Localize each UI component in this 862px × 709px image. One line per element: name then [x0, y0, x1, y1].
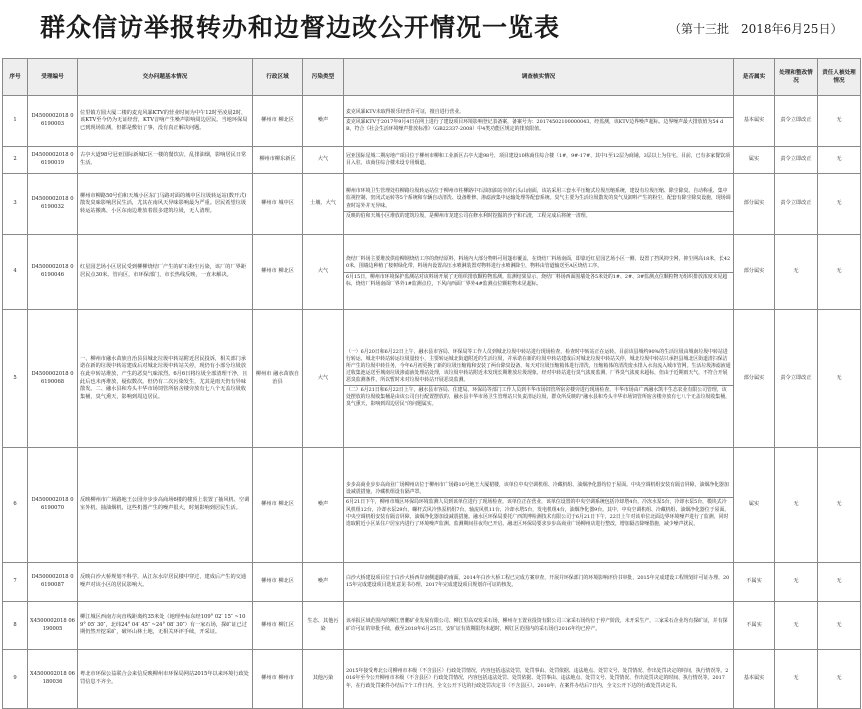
cell-type: 噪声 [303, 448, 344, 563]
cell-investigation [344, 174, 734, 235]
cell-issue: 红星园艺场小区居民受到柳柳烧结厂产生的矿石粉尘污染，该厂的厂界距居民点30米。管向区，市环保部门，市长热线反映，一直未解决。 [78, 235, 253, 310]
cell-no: 4 [3, 235, 28, 310]
table-row [3, 563, 861, 602]
cell-region: 柳州市 融水苗族自治县 [253, 310, 303, 448]
batch-date: （第十三批 2018年6月25日） [669, 22, 843, 36]
col-header-handling: 处理和整改情况 [775, 59, 818, 96]
investigation-text: 6月15日，柳州市环境保护监测站对该料场开展了无组织排放颗粒物监测。监测结果显示，烧结厂料场西面围墙处各5米处的1#、2#、3#监测点位颗粒物无组织排放浓度未见超标，烧结厂料场南面厂界外1#监测点位，下风向西面厂界外4#监测点位颗粒物未见超标。 [344, 272, 733, 289]
cell-type: 大气 [303, 235, 344, 310]
cell-verified: 基本属实 [734, 96, 775, 147]
investigation-text: 柳州市环境卫生管理处柱柳路垃圾转运站位于柳州市柱柳路中石油加油站旁的石头山南面，该站采用三套水平压缩式垃圾压缩系统，建设有垃圾压缩、除尘除臭、自动称重、集中监视控制、密闭式运转等5个系统和车辆自动清洗、设备维修、渗滤液集中运输处理等配套系统。臭气主要为生活垃圾散发的臭气及卸料产生的粉尘，配套有除尘除臭设施，现场调查时站外并无异味。 [346, 188, 731, 209]
cell-issue: 粤北市环保公益联合会来信反映柳州市环保局网站2015年以来环境行政处罚信息不齐全。 [78, 650, 253, 709]
cell-accountability: 无 [818, 448, 861, 563]
cell-id: D4500002018 06190032 [28, 174, 78, 235]
cell-handling: 无 [775, 602, 818, 650]
investigation-text: 白沙大桥建设项目位于白沙大桥西岸南侧道路的南面。2014年白沙大桥工程已完成方案审查，开展并环保部门的环境影响评价书审批，2015年完成建设工程规划许可证办理，2015年完成建设项目选址意见书办理，2017年完成建设项目规划许可证的核发。 [346, 574, 730, 588]
cell-type: 噪声 [303, 96, 344, 147]
table-row [3, 96, 861, 147]
cell-region: 柳州市 柳江区 [253, 602, 303, 650]
cell-no: 8 [3, 602, 28, 650]
cell-handling: 责令立即改正 [775, 174, 818, 235]
cell-verified: 属实 [734, 448, 775, 563]
cell-no: 3 [3, 174, 28, 235]
cell-accountability: 无 [818, 602, 861, 650]
cell-type: 大气 [303, 147, 344, 174]
investigation-text: 烧结厂料场主要堆放供给柳钢烧结工序的烧结原料，料场内大部分物料可用篷布覆盖，在烧结厂料场南面，即靠近红星园艺场小区一侧，设置了挡风抑尘网，抑尘网高18米，长420米，围墙边种植了桉树绿化带，料场内设置高压水喷淋装置对物料进行水喷淋降尘，物料由管道输送至A区烧结工序。 [346, 256, 731, 270]
cell-investigation [344, 448, 734, 563]
cell-verified: 不属实 [734, 602, 775, 650]
cell-no: 2 [3, 147, 28, 174]
cell-region: 柳州市 柳北区 [253, 448, 303, 563]
cell-type: 其他污染 [303, 650, 344, 709]
cell-issue: 位里镇方圆大厦二楼的麦克风暴KTV的营业时间为中午12时至凌晨2时，该KTV至今仍为无证经营，KTV音响产生噪声影响周边居民。当地环保局已到现场监测，但都是敷衍了事，没有真正解决问题。 [78, 96, 253, 147]
cell-handling: 责令立即改正 [775, 96, 818, 147]
cell-handling: 责令立即改正 [775, 310, 818, 448]
cell-handling: 无 [775, 448, 818, 563]
cell-handling: 责令立即改正 [775, 147, 818, 174]
col-header-issue: 交办问题基本情况 [78, 59, 253, 96]
cell-investigation [344, 602, 734, 650]
col-header-investigation: 调查核实情况 [344, 59, 734, 96]
table-row [3, 448, 861, 563]
cell-verified: 不属实 [734, 563, 775, 602]
col-header-type: 污染类型 [303, 59, 344, 96]
cell-no: 6 [3, 448, 28, 563]
cell-investigation [344, 147, 734, 174]
cell-issue: 反映柳州市广场路地王公园旁步步高商场6楼的楼顶上装置了抽风机、空调室外机、抽油烟机，这些机器产生的噪声很大，时刻影响到居民生活。 [78, 448, 253, 563]
cell-investigation [344, 96, 734, 147]
cell-accountability: 无 [818, 563, 861, 602]
cell-no: 1 [3, 96, 28, 147]
investigation-text: （一）6月20日和6月22日上午，融水县市容局、环保局等工作人员到城北垃圾中转站进行现场检查，检查时中转站正在运转。目前该县城约90%的生活垃圾由城南垃圾中转站进行转运，城北中转站转运垃圾量较小，主要转运城北街道附近的生活垃圾，并承诺在新的垃圾中转站建成后对城北垃圾中转站关停，城北垃圾中转站只承担县城北区街道清扫保洁所产生的垃圾中转任务，今年6月初更换了新的垃圾压缩箱和安装了两台除臭设备，每天对垃圾压缩箱体进行清洗，压缩箱体的清洗废水排入水沟流入城市管网。生活垃圾渗滤液通过收集池运送至城南垃圾渗滤液处理站处理，该垃圾中转站附近未发现长期堆放垃圾现象，经对中转站进行臭气浓度监测，厂界臭气浓度未超标，但由于近期雨天气，不符合开展恶臭监测条件，所以暂时未对垃圾中转站开展恶臭监测。 [346, 348, 731, 383]
cell-investigation [344, 650, 734, 709]
cell-accountability: 无 [818, 650, 861, 709]
page-header [0, 0, 862, 58]
cell-id: X4500002018 06180036 [28, 650, 78, 709]
col-header-no: 序号 [3, 59, 28, 96]
cell-id: D4500002018 06190003 [28, 96, 78, 147]
investigation-text: 6月21日下午，柳州市城区环保局环境监测人员到该单位进行了现场检查。该单位正在营业，该单位设置的中央空调系统包括冷却塔4台，冷冻水泵5台，冷却水泵5台，模块式冷风机组12台，冷却水泵29台，螺杆式风冷热泵机组7台，轴流风机11台，冷却水塔5台，发电机组4台，油烟净化器9台。其中，中央空调机组、冷藏机组、油烟净化器位于屋面。中央空调机组安装有隔音屏障，油烟净化器加设减震措施。融水区环保局委托广西凯博检测技术有限公司于6月21日下午，22日上午对该单位北面边界环境噪声进行了监测，同时选取附近小区某住户居室内进行了环境噪声监测。监测期间昼夜均已开启。融北区环保局要求步步高商业广场柳州店进行整改，增加隔音降噪措施，减少噪声扰民。 [344, 497, 733, 528]
cell-accountability: 无 [818, 310, 861, 448]
cell-region: 柳州市 城中区 [253, 174, 303, 235]
cell-accountability: 无 [818, 174, 861, 235]
cell-type: 大气 [303, 310, 344, 448]
investigation-text: 该举报区域范围内的柳江曾鹏矿业发展有限公司、柳江里高双发采石场，柳州寺玉置业投资有限公司三家采石场均位于停产阶段，未开采生产，三家采石企业均有探矿证，并有探矿许可证的审批手续，截至2018年6月25日，安矿证有效期限均未超时，柳江区范围内的采石场自2016年均已停产。 [346, 618, 728, 632]
cell-id: D4500002018 06190068 [28, 310, 78, 448]
cell-id: X4500002018 06190005 [28, 602, 78, 650]
cell-id: D4500002018 06190070 [28, 448, 78, 563]
cell-handling: 无 [775, 563, 818, 602]
table-row [3, 235, 861, 310]
table-header-row [3, 59, 861, 96]
cell-issue: 古亭大道98号冠亚国际新城C区一楼的餐饮店，乱排油烟，影响居民日常生活。 [78, 147, 253, 174]
cell-verified: 属实 [734, 147, 775, 174]
table-row [3, 174, 861, 235]
cell-region: 柳州市 柳北区 [253, 96, 303, 147]
investigation-text: 反映的伯和天城小区堆放的建筑垃圾，是柳州市龙建公司在修水利时挖掘的沙子和石渣，工程完成后将统一清理。 [344, 211, 733, 221]
cell-region: 柳州市柳东新区 [253, 147, 303, 174]
cell-investigation [344, 310, 734, 448]
cell-id: D4500002018 06190019 [28, 147, 78, 174]
complaints-table [2, 58, 861, 709]
investigation-text: 2015年接受粤北公司柳州市本级（不含县区）行政处罚情况，内容包括违法处罚，处罚事由、处罚依据、违法地点、处罚文号、处罚情况、作出处罚决定的时间，执行情况等。2016年至今公开柳州市本级（不含县区）行政处罚情况，内容包括违法处罚、处罚依据、处罚事由、违法地点、处罚文号、处罚情况、作出处罚决定的时间、执行情况等。2017年，在行政处罚案件办结后7个工作日内，全文公开下达的行政处罚决定书（不含县区）。2018年，在案件办结后7日内，全文公开下达的行政处罚决定书。 [346, 668, 729, 689]
cell-type: 生态、其他污染 [303, 602, 344, 650]
investigation-text: 麦克风暴KTV于2017年9月4日在网上进行了建设项目环境影响登记表备案，备案号为：20174502100000043。经监测，该KTV边界噪声超标。边界噪声最大排放值为54 dB，符合《社会生活环境噪声排放标准》（GB22337-2008）中4类功能区规定的排放限值。 [344, 117, 733, 134]
investigation-text: 麦克风暴KTV未取得娱乐经营许可证，擅自进行营业。 [346, 108, 465, 115]
table-row [3, 147, 861, 174]
cell-no: 9 [3, 650, 28, 709]
cell-region: 柳州市 柳北区 [253, 563, 303, 602]
page-title: 群众信访举报转办和边督边改公开情况一览表 [40, 13, 561, 42]
cell-issue: 柳江城区西南方向直线距离约35米处（地理坐标东经109° 02′ 15″ ~109° 05′ 30″，北纬24° 04′ 45″ ~24° 08′ 30″）有一家石场，探矿证已过期仍然开挖采矿，破坏山林土地，无相关环评手续，开采证。 [78, 602, 253, 650]
table-row [3, 310, 861, 448]
cell-issue: 反映白沙大桥规划不科学，从江东水岸居民楼中穿过，建成后产生的交通噪声对该小区的居民影响大。 [78, 563, 253, 602]
cell-verified: 基本属实 [734, 650, 775, 709]
investigation-text: （二）6月21日和6月22日上午，融水县市容局、住建局、环保局等部门工作人员到丰华市场饲管所宿舍楼旁进行现场检查，丰华市场由广西融水凯丰生态农业有限公司管理，该处摆放的垃圾收集桶是由该公司自行配置摆放的，融水县丰华市场卫生管理站只负责清运垃圾，群众所反映的“融水县和寿头丰华市场饲管所宿舍楼旁放有七八个无盖垃圾收集桶，臭气熏天，影响到周边居民”的问题属实。 [344, 385, 733, 409]
cell-accountability: 无 [818, 235, 861, 310]
col-header-id: 受理编号 [28, 59, 78, 96]
cell-issue: 柳州市柳路50号伯和天城小区东门马路对面的城中区垃圾转运站(数开式)散发臭味影响居民生活，尤其在南风天异味影响最为严重。居民希望垃圾转运站搬离，小区东南边堆放着很多建筑垃圾，无人清理。 [78, 174, 253, 235]
cell-investigation [344, 563, 734, 602]
cell-accountability: 无 [818, 96, 861, 147]
cell-investigation [344, 235, 734, 310]
col-header-verified: 是否属实 [734, 59, 775, 96]
cell-verified: 部分属实 [734, 235, 775, 310]
cell-region: 柳州市 柳州市 [253, 650, 303, 709]
investigation-text: 步步高商业步步高商业广场柳州店位于柳州市广场路10号地王大厦裙楼，该单位中央空调机组、冷藏机组、油烟净化器均位于屋面。中央空调机组安装有隔音屏障，油烟净化器加设减震措施，冷藏机组设有隔声罩。 [346, 482, 729, 496]
col-header-accountability: 责任人被处理情况 [818, 59, 861, 96]
cell-no: 7 [3, 563, 28, 602]
cell-id: D4500002018 06190087 [28, 563, 78, 602]
cell-id: D4500002018 06190046 [28, 235, 78, 310]
table-row [3, 650, 861, 709]
cell-type: 土壤、大气 [303, 174, 344, 235]
cell-verified: 部分属实 [734, 174, 775, 235]
table-row [3, 602, 861, 650]
cell-handling: 无 [775, 235, 818, 310]
cell-issue: 一、柳州市融水苗族自治县县城北垃圾中转站附近居民投诉，相关部门承诺在新的垃圾中转站建成后对城北垃圾中转站关停，现仍有小部分垃圾放在此中转站堆放，产生的恶臭气味浓烈。6月6日将垃圾全部清理干净，且此后也未再堆放，疑似数次。但仍有二次污染发生，尤其是雨天仍有异味散发。二、融水县和寿头丰华市场饲管所宿舍楼旁放有七八个无盖垃圾收集桶，臭气熏天，影响到周边居民。 [78, 310, 253, 448]
cell-accountability: 无 [818, 147, 861, 174]
investigation-text: 冠亚国际星城二期房地产项目位于柳州市柳和工业新区古亭大道98号，项目建设10栋商住综合楼（1#，9#-17#，其中1至12层为商铺，3层以上为住宅。目前，已有多家餐饮项目入驻，该商住综合楼未设专用烟道。 [346, 152, 730, 166]
cell-no: 5 [3, 310, 28, 448]
cell-region: 柳州市 柳北区 [253, 235, 303, 310]
col-header-region: 行政区域 [253, 59, 303, 96]
cell-handling: 无 [775, 650, 818, 709]
cell-verified: 部分属实 [734, 310, 775, 448]
cell-type: 噪声 [303, 563, 344, 602]
